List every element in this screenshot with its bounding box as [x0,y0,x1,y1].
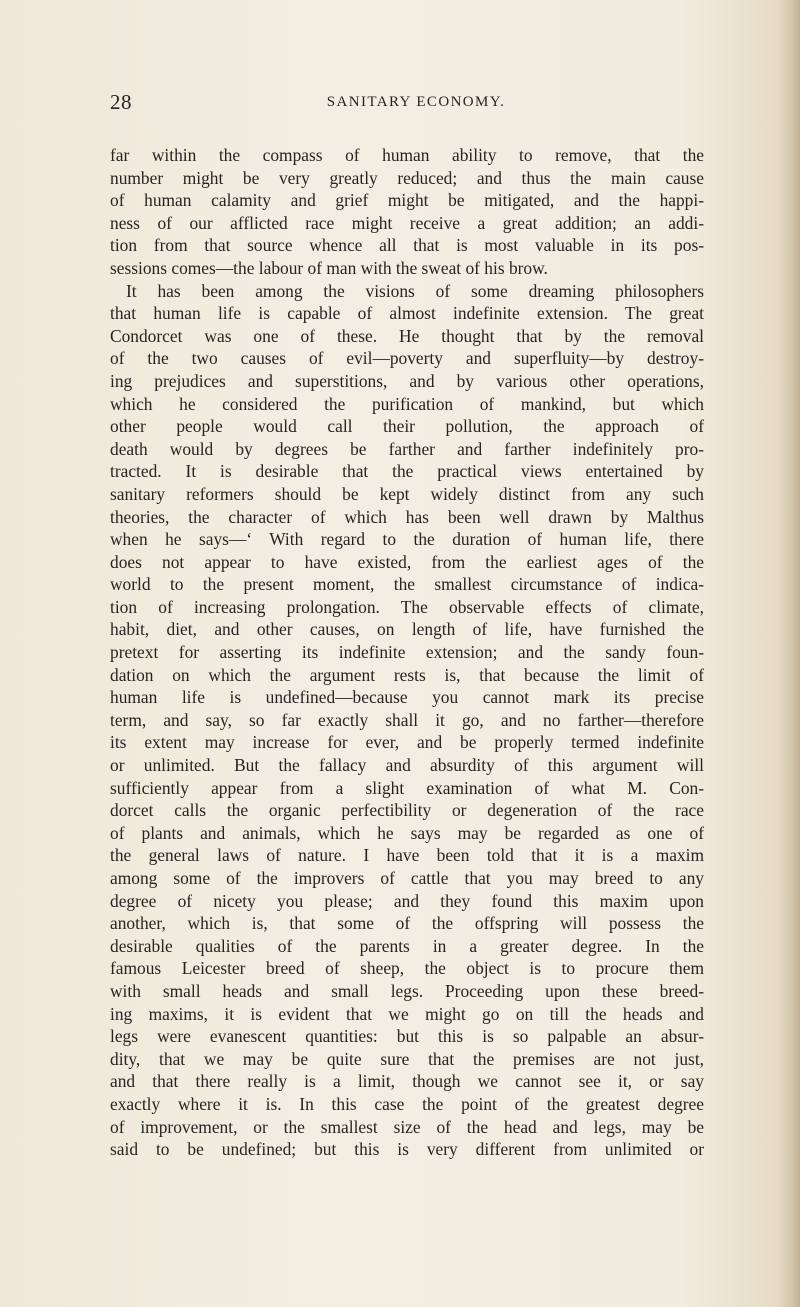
text-line: which he considered the purification of mankind, but which [110,393,704,414]
text-line: degree of nicety you please; and they found this maxim upon [110,890,704,911]
text-line: and that there really is a limit, though we cannot see it, or say [110,1071,704,1092]
text-line: of the two causes of evil—poverty and superfluity—by destroy- [110,348,704,369]
text-line: theories, the character of which has been well drawn by Malthus [110,506,704,527]
text-line: dation on which the argument rests is, that because the limit of [110,664,704,685]
text-line: among some of the improvers of cattle that you may breed to any [110,868,704,888]
text-line: desirable qualities of the parents in a greater degree. In the [110,935,704,956]
text-line: another, which is, that some of the offspring will possess the [110,913,704,934]
text-line: Condorcet was one of these. He thought that by the removal [110,325,704,346]
text-line: It has been among the visions of some dreaming philosophers [126,280,704,301]
text-line: or unlimited. But the fallacy and absurdity of this argument will [110,755,704,776]
text-line: legs were evanescent quantities: but this is so palpable an absur- [110,1026,704,1047]
text-line: dity, that we may be quite sure that the premises are not just, [110,1048,704,1069]
text-line: sessions comes—the labour of man with the sweat of his brow. [110,257,548,278]
text-line: sanitary reformers should be kept widely distinct from any such [110,483,704,504]
text-line: exactly where it is. In this case the point of the greatest degree [110,1093,704,1114]
text-line: its extent may increase for ever, and be properly termed indefinite [110,732,704,753]
text-line: tion from that source whence all that is most valuable in its pos- [110,235,704,256]
text-line: with small heads and small legs. Proceeding upon these breed- [110,980,704,1001]
text-line: ness of our afflicted race might receive a great addition; an addi- [110,212,704,233]
text-line: other people would call their pollution, the approach of [110,416,704,437]
text-line: the general laws of nature. I have been told that it is a maxim [110,845,704,866]
text-line: does not appear to have existed, from the earliest ages of the [110,551,704,572]
text-line: sufficiently appear from a slight examination of what M. Con- [110,777,704,798]
running-head: SANITARY ECONOMY. [326,94,506,110]
text-line: ing prejudices and superstitions, and by various other operations, [110,370,704,391]
text-line: of human calamity and grief might be mitigated, and the happi- [110,190,704,211]
page-number: 28 [110,90,132,114]
page-header [110,88,704,116]
text-line: habit, diet, and other causes, on length of life, have furnished the [110,619,704,640]
text-line: tracted. It is desirable that the practical views entertained by [110,461,704,482]
page-edge-shadow [778,0,800,1307]
text-line: that human life is capable of almost indefinite extension. The great [110,303,704,324]
text-line: dorcet calls the organic perfectibility or degeneration of the race [110,800,704,821]
text-line: term, and say, so far exactly shall it go, and no farther—therefore [110,709,704,730]
text-line: pretext for asserting its indefinite extension; and the sandy foun- [110,642,704,663]
text-line: said to be undefined; but this is very different from unlimited or [110,1139,704,1160]
text-line: of improvement, or the smallest size of the head and legs, may be [110,1116,704,1137]
text-line: tion of increasing prolongation. The observable effects of climate, [110,596,704,617]
text-line: of plants and animals, which he says may be regarded as one of [110,822,704,843]
text-line: number might be very greatly reduced; and thus the main cause [110,167,704,188]
body-text [110,144,704,1161]
text-line: human life is undefined—because you cannot mark its precise [110,687,704,708]
text-line: far within the compass of human ability to remove, that the [110,145,704,165]
text-line: ing maxims, it is evident that we might go on till the heads and [110,1003,704,1024]
text-line: world to the present moment, the smallest circumstance of indica- [110,574,704,595]
text-line: death would by degrees be farther and farther indefinitely pro- [110,438,704,459]
text-line: when he says—‘ With regard to the duration of human life, there [110,529,704,550]
text-line: famous Leicester breed of sheep, the object is to procure them [110,958,704,979]
